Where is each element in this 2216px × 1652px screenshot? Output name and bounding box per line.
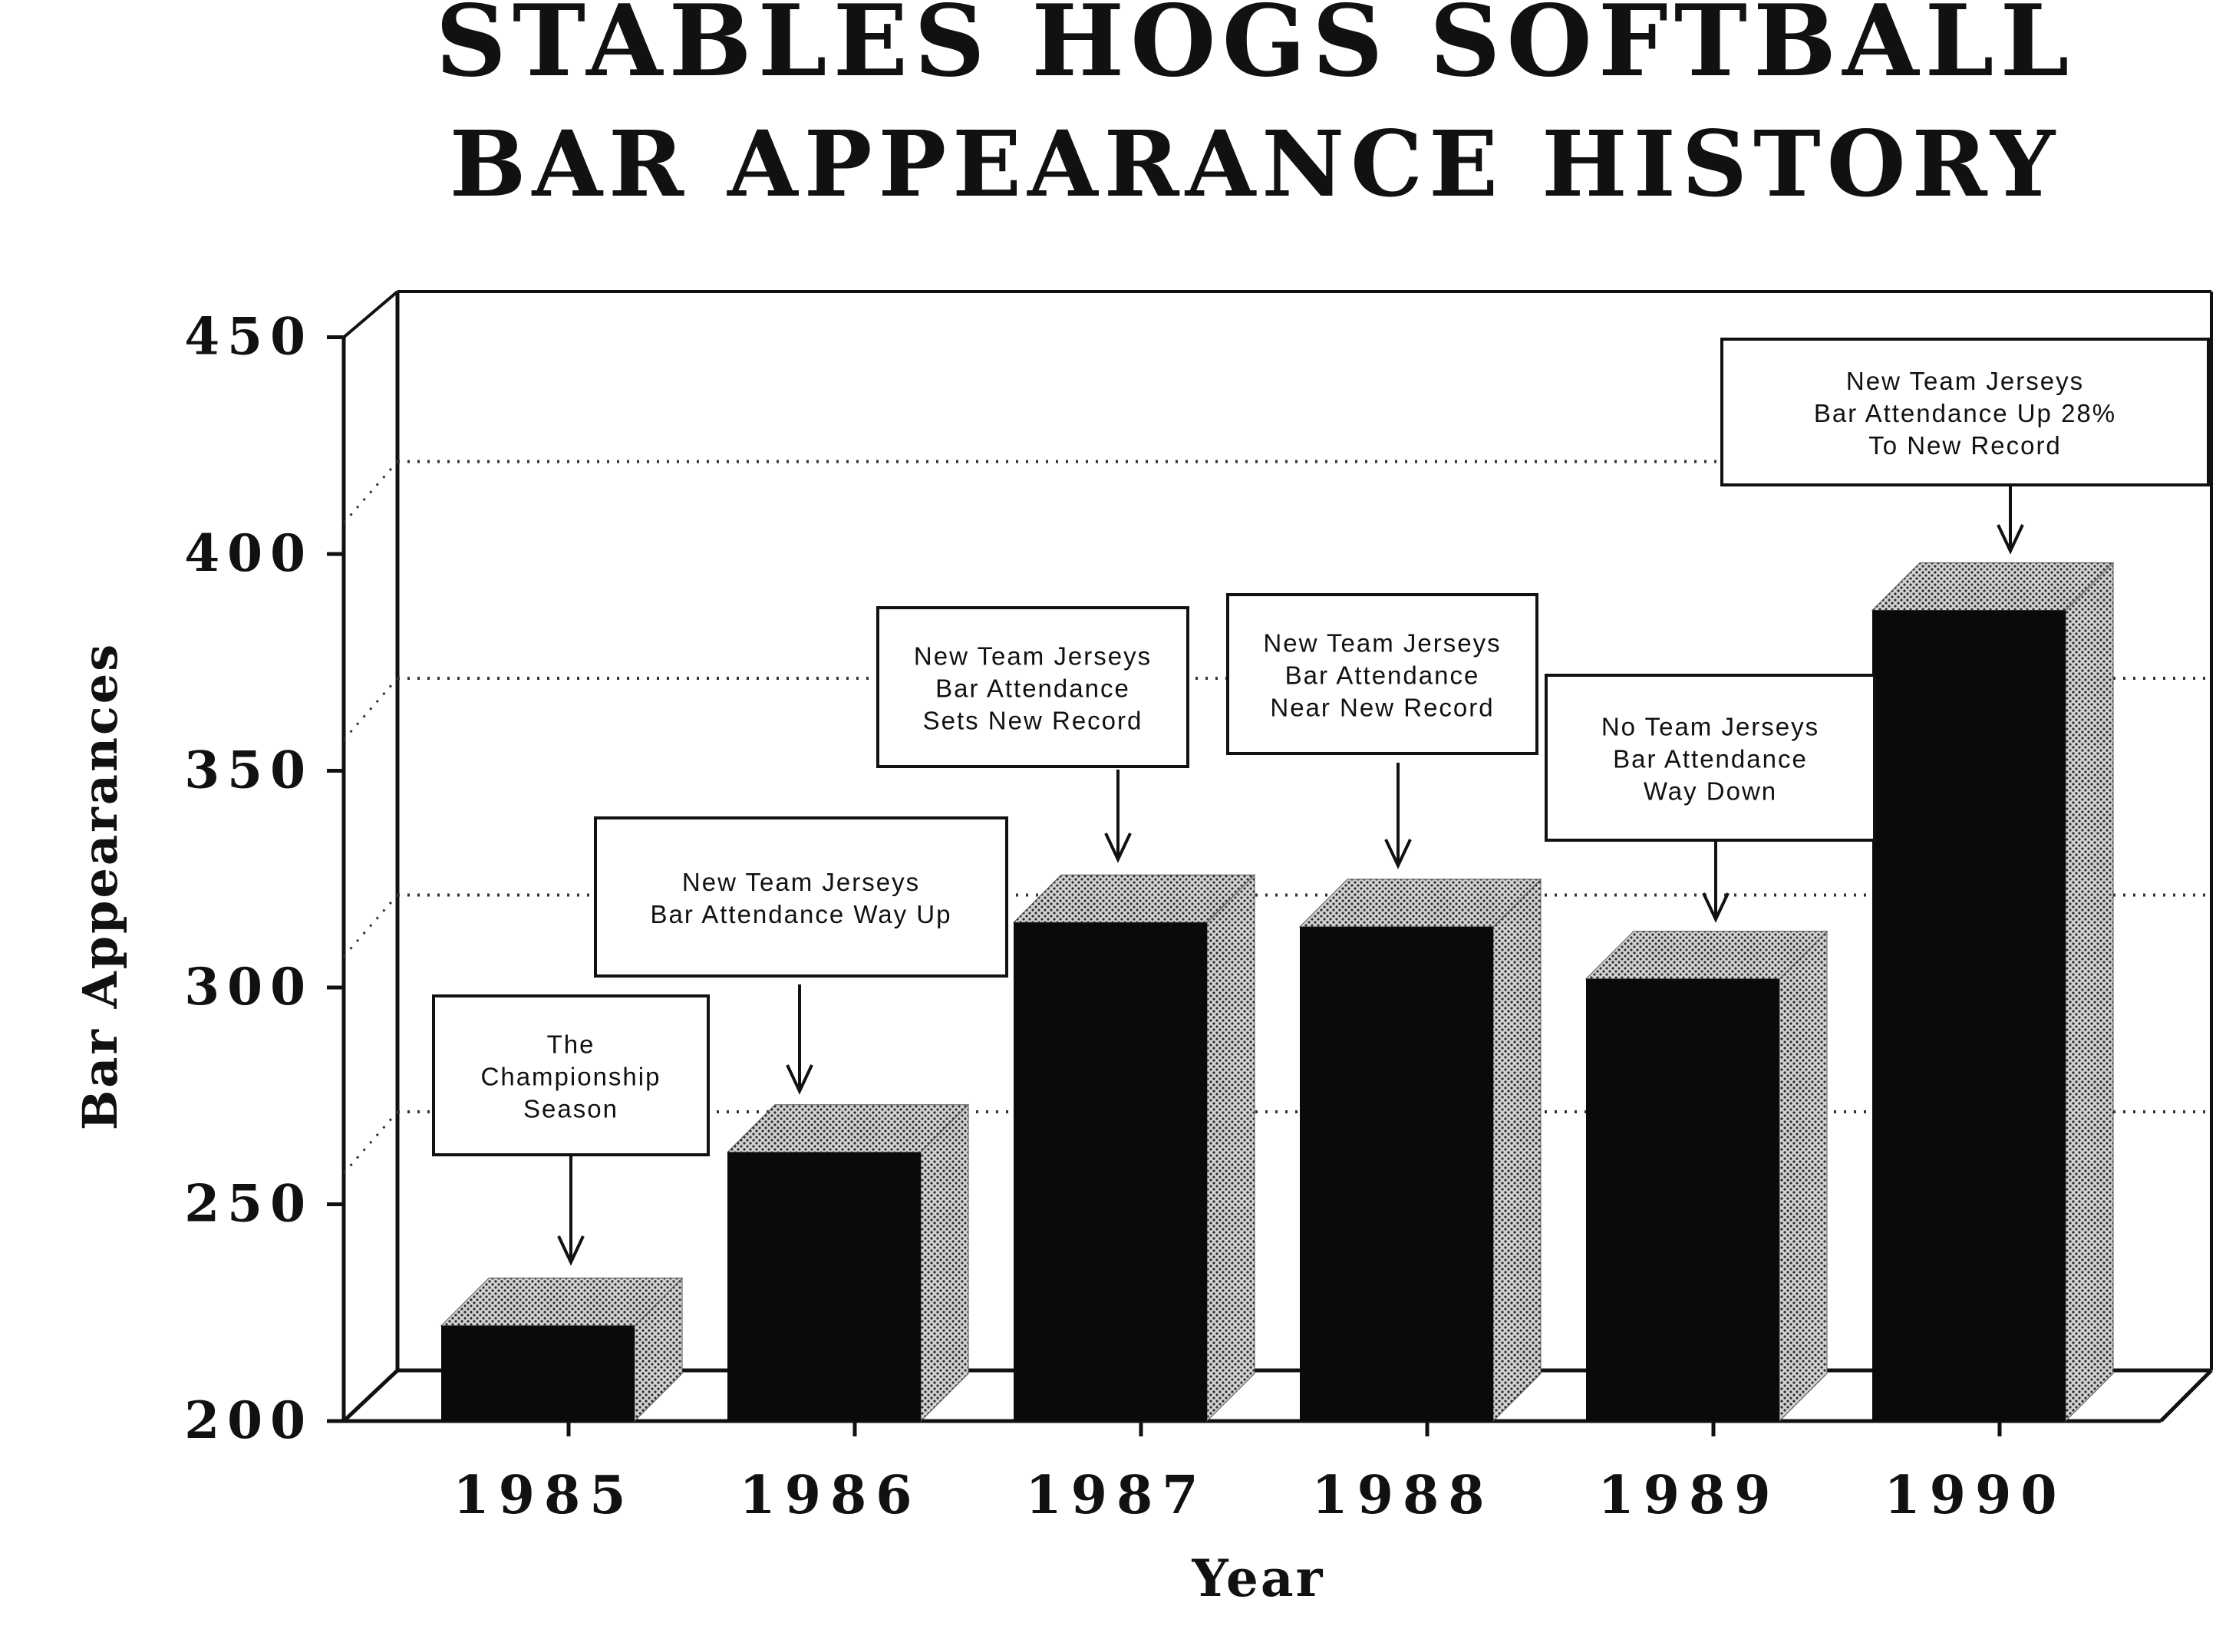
x-axis-ticks [453, 1421, 2066, 1526]
annotation-line: Way Down [1643, 777, 1778, 806]
gridline-depth [344, 895, 397, 957]
annotation-line: Sets New Record [922, 706, 1143, 735]
annotation [1228, 595, 1537, 866]
annotation [1722, 339, 2208, 551]
y-tick-label: 250 [184, 1173, 313, 1234]
annotation-line: Bar Attendance Way Up [650, 900, 952, 928]
gridline-depth [344, 462, 397, 523]
x-tick-label: 1988 [1311, 1465, 1494, 1526]
annotation-line: Near New Record [1270, 693, 1495, 722]
bar [1586, 979, 1779, 1421]
annotation-box [595, 818, 1007, 976]
annotation [1546, 675, 1875, 919]
bar-side [1493, 879, 1541, 1421]
gridline-depth [344, 678, 397, 740]
y-tick-label: 300 [184, 957, 313, 1017]
bar [1872, 610, 2066, 1421]
y-axis-label: Bar Appearances [72, 641, 128, 1131]
annotation [434, 996, 708, 1262]
bar [1300, 927, 1493, 1421]
annotation-line: Bar Attendance Up 28% [1813, 399, 2117, 427]
annotation-line: To New Record [1868, 431, 2062, 460]
floor-right-edge [2161, 1370, 2211, 1421]
y-tick-label: 350 [184, 740, 313, 800]
bar-side [1207, 875, 1255, 1421]
annotation-line: The [546, 1030, 595, 1059]
gridline-depth [344, 1112, 397, 1173]
annotation-line: Bar Attendance [1613, 744, 1808, 773]
bar [727, 1152, 921, 1421]
annotation-line: No Team Jerseys [1601, 712, 1820, 741]
y-tick-label: 450 [184, 306, 313, 367]
y-axis-ticks [184, 307, 344, 1451]
x-tick-label: 1987 [1025, 1465, 1208, 1526]
floor-left-edge [344, 1370, 397, 1421]
annotation-line: New Team Jerseys [913, 641, 1153, 671]
y-tick-label: 200 [184, 1390, 313, 1450]
x-tick-label: 1990 [1884, 1465, 2066, 1526]
x-tick-label: 1989 [1598, 1465, 1780, 1526]
annotation-line: Season [523, 1094, 618, 1123]
x-axis-label: Year [1192, 1548, 1325, 1608]
bar-side [1779, 932, 1827, 1421]
annotation-line: Bar Attendance [1284, 661, 1480, 690]
annotation-line: New Team Jerseys [1263, 628, 1502, 658]
bar-side [2066, 562, 2113, 1421]
chart-subtitle: BAR APPEARANCE HISTORY [449, 110, 2062, 217]
annotation-line: New Team Jerseys [681, 868, 921, 896]
x-tick-label: 1985 [453, 1465, 635, 1526]
bar [441, 1326, 635, 1421]
bar-side [921, 1105, 968, 1421]
bar [1014, 922, 1207, 1421]
annotation-line: Championship [480, 1062, 661, 1091]
wall-top-edge [344, 292, 397, 338]
annotation-line: New Team Jerseys [1845, 367, 2085, 395]
y-tick-label: 400 [184, 523, 313, 583]
x-tick-label: 1986 [739, 1465, 922, 1526]
chart-title: STABLES HOGS SOFTBALL [435, 0, 2076, 99]
annotation-line: Bar Attendance [935, 674, 1130, 703]
